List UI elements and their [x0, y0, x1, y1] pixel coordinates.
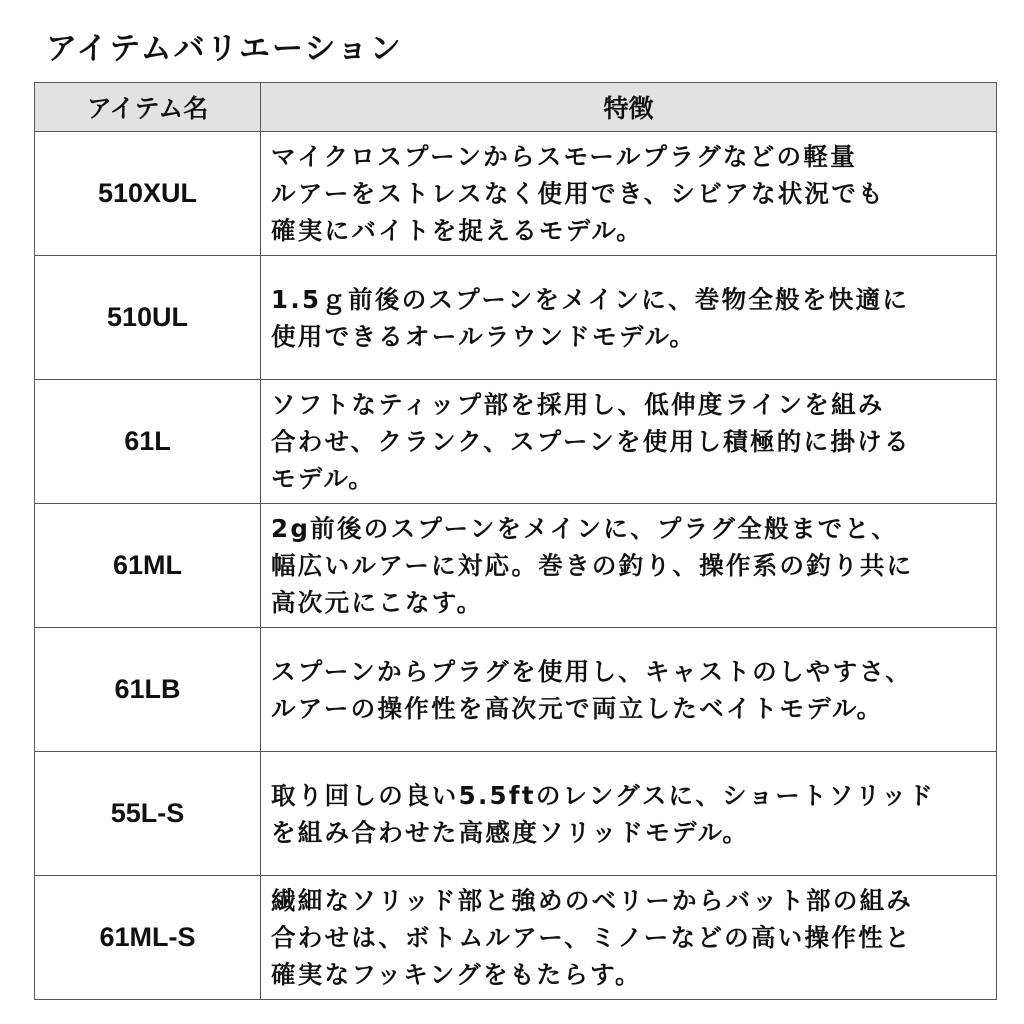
table-row	[35, 504, 997, 628]
description-line: を組み合わせた高感度ソリッドモデル。	[271, 817, 750, 847]
description-line: 合わせは、ボトムルアー、ミノーなどの高い操作性と	[271, 923, 912, 952]
table-row	[35, 628, 997, 752]
description-line: 確実なフッキングをもたらす。	[271, 960, 642, 989]
item-description-cell	[261, 504, 997, 628]
table-row	[35, 132, 997, 256]
description-line: 取り回しの良い5.5ftのレングスに、ショートソリッド	[271, 780, 936, 810]
description-line: マイクロスプーンからスモールプラグなどの軽量	[271, 142, 857, 171]
description-line: ルアーをストレスなく使用でき、シビアな状況でも	[271, 179, 885, 208]
item-name-cell: 55L-S	[35, 752, 261, 876]
item-name-cell: 510UL	[35, 256, 261, 380]
header-features: 特徴	[261, 83, 997, 132]
item-name-cell: 61ML-S	[35, 876, 261, 1000]
item-description-cell	[261, 876, 997, 1000]
table-row	[35, 876, 997, 1000]
description-line: 使用できるオールラウンドモデル。	[271, 321, 697, 351]
description-line: 幅広いルアーに対応。巻きの釣り、操作系の釣り共に	[271, 551, 914, 580]
description-line: ソフトなティップ部を採用し、低伸度ラインを組み	[271, 390, 885, 419]
item-description-cell	[261, 256, 997, 380]
description-line: 2g前後のスプーンをメインに、プラグ全般までと、	[271, 514, 899, 543]
item-description-cell	[261, 628, 997, 752]
description-line: 高次元にこなす。	[271, 588, 484, 617]
table-row	[35, 752, 997, 876]
item-name-cell: 61L	[35, 380, 261, 504]
item-name-cell: 61ML	[35, 504, 261, 628]
description-line: 1.5ｇ前後のスプーンをメインに、巻物全般を快適に	[271, 284, 910, 314]
header-item-name: アイテム名	[35, 83, 261, 132]
table-row	[35, 256, 997, 380]
item-description-cell	[261, 132, 997, 256]
description-line: 確実にバイトを捉えるモデル。	[271, 216, 644, 245]
page-title: アイテムバリエーション	[46, 31, 403, 67]
item-variation-table	[34, 82, 997, 1000]
description-line: スプーンからプラグを使用し、キャストのしやすさ、	[271, 656, 912, 686]
description-line: 合わせ、クランク、スプーンを使用し積極的に掛ける	[271, 427, 911, 456]
item-name-cell: 510XUL	[35, 132, 261, 256]
item-description-cell	[261, 380, 997, 504]
item-name-cell: 61LB	[35, 628, 261, 752]
description-line: モデル。	[271, 464, 376, 493]
table-row	[35, 380, 997, 504]
description-line: ルアーの操作性を高次元で両立したベイトモデル。	[271, 693, 884, 723]
table-header-row	[35, 83, 997, 132]
item-description-cell	[261, 752, 997, 876]
description-line: 繊細なソリッド部と強めのベリーからバット部の組み	[271, 886, 914, 915]
